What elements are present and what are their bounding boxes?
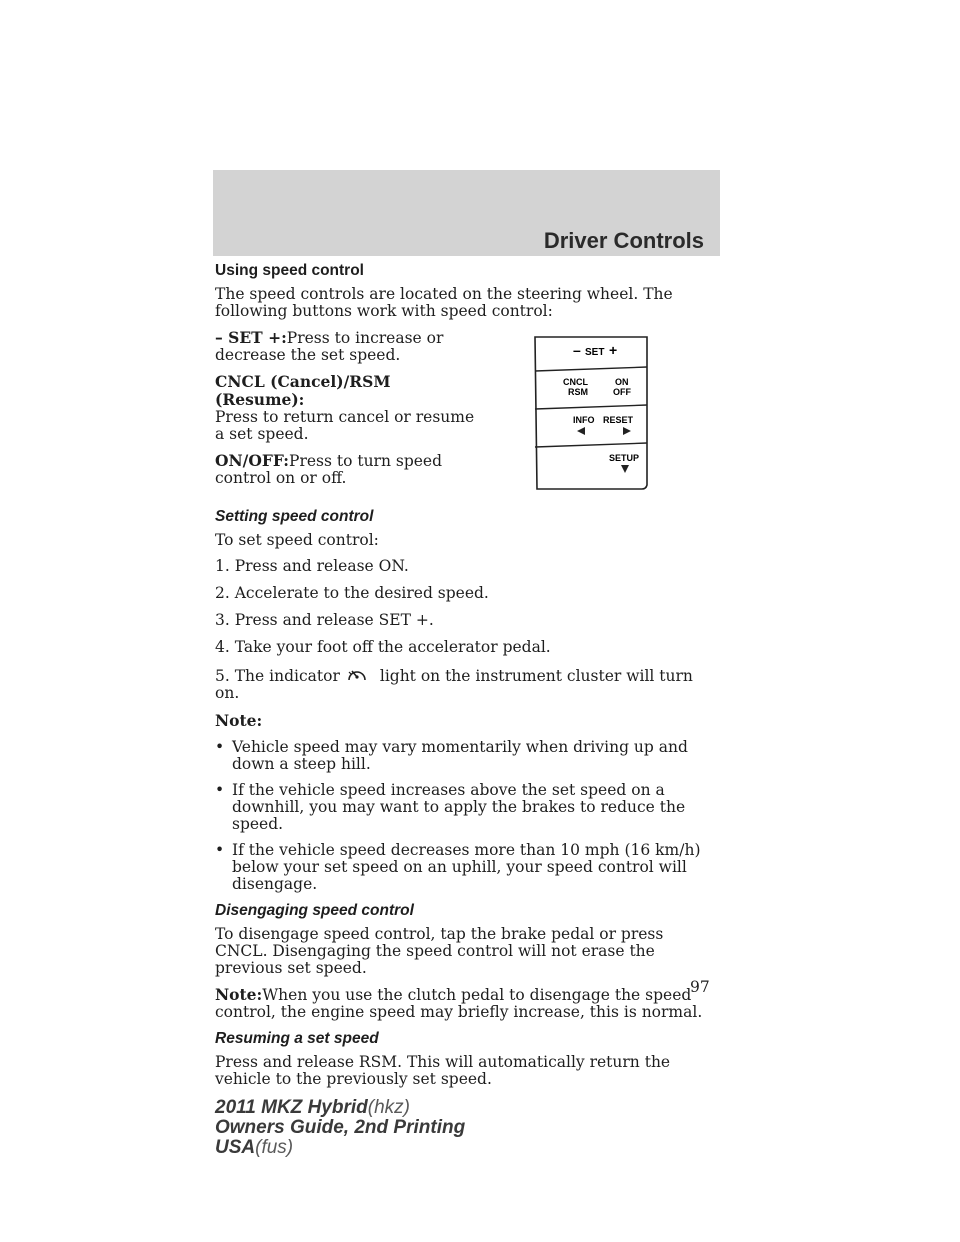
page-number: 97: [690, 978, 710, 996]
step-4: 4. Take your foot off the accelerator pedal.: [215, 638, 551, 656]
header-band: [213, 170, 720, 256]
disengaging-title: Disengaging speed control: [215, 902, 414, 919]
note-item: • If the vehicle speed decreases more than 10 mph (16 km/h) below your set speed on an uphill, your speed control will disengage.: [215, 841, 701, 893]
disengaging-note: Note:When you use the clutch pedal to disengage the speed control, the engine speed may briefly increase, this is normal.: [215, 985, 703, 1021]
notes-list: [215, 739, 720, 893]
step-2: 2. Accelerate to the desired speed.: [215, 584, 489, 602]
step-1: 1. Press and release ON.: [215, 557, 409, 575]
section-intro: The speed controls are located on the steering wheel. The following buttons work with speed control:: [215, 285, 673, 320]
footer: [215, 1098, 465, 1158]
footer-line-2: Owners Guide, 2nd Printing: [215, 1117, 466, 1138]
speed-control-switch-diagram: [515, 331, 665, 491]
resuming-title: Resuming a set speed: [215, 1030, 379, 1047]
diagram-plus: +: [609, 342, 618, 358]
diagram-cncl-label: CNCL: [563, 377, 588, 387]
resuming-text: Press and release RSM. This will automatically return the vehicle to the previously set speed.: [215, 1053, 671, 1088]
disengaging-text: To disengage speed control, tap the brake pedal or press CNCL. Disengaging the speed control will not erase the previous set speed.: [215, 925, 664, 977]
button-desc-cncl-rsm: CNCL (Cancel)/RSM (Resume): Press to return cancel or resume a set speed.: [215, 372, 475, 443]
footer-line-3: USA(fus): [215, 1137, 294, 1158]
diagram-info-label: INFO: [573, 415, 595, 425]
diagram-set-label: SET: [585, 347, 605, 358]
step-5: 5. The indicator light on the instrument cluster will turn on.: [215, 667, 693, 702]
setting-intro: To set speed control:: [215, 531, 379, 549]
diagram-rsm-label: RSM: [568, 387, 588, 397]
diagram-setup-label: SETUP: [609, 453, 640, 463]
button-desc-set: – SET +:Press to increase or decrease the set speed.: [215, 328, 444, 364]
diagram-minus: –: [573, 342, 581, 358]
buttons-block: [215, 329, 720, 496]
diagram-on-label: ON: [615, 377, 629, 387]
diagram-off-label: OFF: [613, 387, 631, 397]
note-item: • Vehicle speed may vary momentarily when driving up and down a steep hill.: [215, 738, 688, 773]
note-label: Note:: [215, 711, 263, 730]
note-item: • If the vehicle speed increases above the set speed on a downhill, you may want to apply the brakes to reduce the speed.: [215, 781, 686, 833]
footer-line-1: 2011 MKZ Hybrid(hkz): [215, 1097, 410, 1118]
step-3: 3. Press and release SET +.: [215, 611, 434, 629]
page-header-title: Driver Controls: [543, 228, 704, 253]
buttons-list: [215, 329, 485, 496]
speedometer-icon: [346, 666, 368, 684]
page-content: [215, 262, 720, 1097]
setting-title: Setting speed control: [215, 508, 374, 525]
section-title: Using speed control: [215, 262, 364, 279]
diagram-reset-label: RESET: [603, 415, 634, 425]
button-desc-on-off: ON/OFF:Press to turn speed control on or off.: [215, 451, 443, 487]
